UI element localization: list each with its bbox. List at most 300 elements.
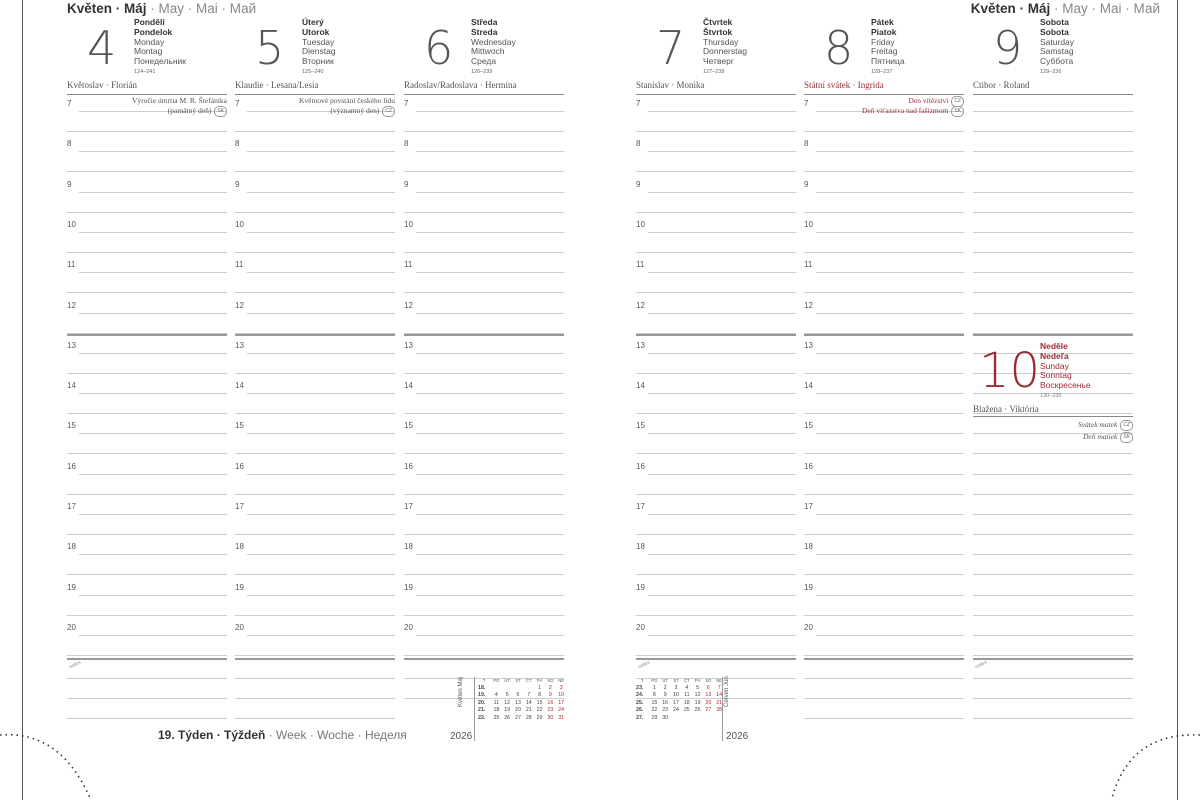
- half-hour-line[interactable]: [67, 615, 227, 616]
- day-name-sk: Utorok: [302, 26, 330, 37]
- half-hour-line[interactable]: [636, 131, 796, 132]
- half-hour-line[interactable]: [636, 413, 796, 414]
- hour-line[interactable]: [416, 192, 564, 193]
- hour-label: 13: [404, 340, 413, 350]
- half-hour-line[interactable]: [636, 655, 796, 656]
- half-hour-line[interactable]: [67, 655, 227, 656]
- hour-line[interactable]: [247, 433, 395, 434]
- hour-line[interactable]: [79, 635, 227, 636]
- hour-label: 12: [804, 300, 813, 310]
- hour-label: 15: [235, 421, 244, 431]
- hour-line[interactable]: [648, 433, 796, 434]
- calendar-date: 28: [525, 714, 532, 721]
- day-number: 6: [424, 21, 454, 75]
- half-hour-line[interactable]: [404, 534, 564, 535]
- calendar-date: 14: [525, 699, 532, 706]
- hour-label: 11: [235, 260, 244, 270]
- hour-line[interactable]: [648, 353, 796, 354]
- half-hour-line[interactable]: [804, 574, 964, 575]
- half-hour-line[interactable]: [404, 131, 564, 132]
- calendar-date: 18: [683, 699, 690, 706]
- notes-line[interactable]: [67, 698, 227, 699]
- hour-line[interactable]: [247, 595, 395, 596]
- half-hour-line[interactable]: [804, 373, 964, 374]
- hour-label: 8: [404, 139, 409, 149]
- half-hour-line[interactable]: [804, 252, 964, 253]
- hour-line[interactable]: [816, 595, 964, 596]
- hour-label: 15: [67, 421, 76, 431]
- hour-line[interactable]: [416, 272, 564, 273]
- calendar-date: [703, 714, 714, 722]
- hour-line[interactable]: [416, 353, 564, 354]
- half-hour-line[interactable]: [804, 453, 964, 454]
- half-hour-line[interactable]: [804, 494, 964, 495]
- hour-line[interactable]: [973, 595, 1133, 596]
- day-of-year: 129–236: [1040, 68, 1062, 75]
- half-hour-line[interactable]: [636, 212, 796, 213]
- hour-label: 10: [67, 219, 76, 229]
- day-name-sk: Nedeľa: [1040, 350, 1069, 361]
- day-column: [970, 0, 1133, 800]
- hour-line[interactable]: [816, 272, 964, 273]
- hour-line[interactable]: [247, 272, 395, 273]
- hour-line[interactable]: [973, 554, 1133, 555]
- day-name-en: Thursday: [703, 36, 739, 47]
- half-hour-line[interactable]: [404, 252, 564, 253]
- day-name-ru: Суббота: [1040, 56, 1074, 67]
- hour-line[interactable]: [648, 393, 796, 394]
- hour-label: 14: [636, 381, 645, 391]
- binding-hole-left: [0, 730, 120, 800]
- day-column: [235, 0, 395, 800]
- hour-line[interactable]: [79, 272, 227, 273]
- hour-label: 16: [804, 461, 813, 471]
- hour-label: 19: [404, 582, 413, 592]
- hour-label: 18: [804, 542, 813, 552]
- calendar-date: 4: [494, 692, 498, 699]
- day-name-de: Dienstag: [302, 46, 336, 57]
- half-hour-line[interactable]: [973, 212, 1133, 213]
- notes-separator: [804, 658, 964, 660]
- notes-line[interactable]: [235, 698, 395, 699]
- half-hour-line[interactable]: [67, 413, 227, 414]
- midday-separator: [404, 334, 564, 336]
- half-hour-line[interactable]: [404, 413, 564, 414]
- calendar-date: 25: [683, 707, 690, 714]
- hour-line[interactable]: [247, 192, 395, 193]
- hour-line[interactable]: [816, 353, 964, 354]
- hour-line[interactable]: [79, 393, 227, 394]
- half-hour-line[interactable]: [973, 494, 1133, 495]
- calendar-date: 1: [652, 684, 656, 691]
- hour-label: 13: [67, 340, 76, 350]
- half-hour-line[interactable]: [804, 413, 964, 414]
- half-hour-line[interactable]: [973, 655, 1133, 656]
- hour-label: 11: [636, 260, 645, 270]
- calendar-date: 29: [651, 714, 658, 721]
- half-hour-line[interactable]: [235, 534, 395, 535]
- hour-label: 20: [235, 622, 244, 632]
- half-hour-line[interactable]: [636, 292, 796, 293]
- half-hour-line[interactable]: [235, 373, 395, 374]
- half-hour-line[interactable]: [67, 373, 227, 374]
- half-hour-line[interactable]: [404, 292, 564, 293]
- calendar-date: 5: [505, 692, 509, 699]
- calendar-date: [523, 684, 534, 692]
- calendar-date: [692, 714, 703, 722]
- half-hour-line[interactable]: [404, 574, 564, 575]
- day-of-year: 124–241: [134, 68, 156, 75]
- half-hour-line[interactable]: [67, 494, 227, 495]
- half-hour-line[interactable]: [636, 494, 796, 495]
- sunday-note-text: Svátek matek: [1077, 420, 1118, 430]
- notes-line[interactable]: [804, 718, 964, 719]
- sunday-nameday: Blažena · Viktória: [973, 404, 1039, 414]
- day-number: 5: [255, 21, 285, 75]
- hour-line[interactable]: [973, 151, 1133, 152]
- hour-label: 9: [404, 179, 409, 189]
- half-hour-line[interactable]: [235, 453, 395, 454]
- calendar-date: 7: [717, 684, 721, 691]
- hour-line[interactable]: [247, 393, 395, 394]
- hour-label: 7: [636, 99, 641, 108]
- hour-line[interactable]: [79, 554, 227, 555]
- hour-line[interactable]: [79, 433, 227, 434]
- hour-line[interactable]: [79, 595, 227, 596]
- hour-line[interactable]: [816, 474, 964, 475]
- half-hour-line[interactable]: [404, 373, 564, 374]
- hour-label: 13: [636, 340, 645, 350]
- half-hour-line[interactable]: [636, 171, 796, 172]
- half-hour-line[interactable]: [67, 212, 227, 213]
- day-name-ru: Пятница: [871, 56, 905, 67]
- mini-calendar-week-row: [478, 714, 567, 722]
- right-page-edge: [1177, 0, 1178, 800]
- holiday-note: [299, 96, 395, 105]
- hour-line[interactable]: [973, 272, 1133, 273]
- half-hour-line[interactable]: [404, 212, 564, 213]
- calendar-date: 2: [663, 684, 667, 691]
- notes-line[interactable]: [804, 678, 964, 679]
- half-hour-line[interactable]: [804, 615, 964, 616]
- calendar-date: 14: [716, 692, 723, 699]
- weekday-header: PO: [493, 678, 500, 683]
- weekday-header: NE: [716, 678, 723, 683]
- half-hour-line[interactable]: [235, 494, 395, 495]
- hour-line[interactable]: [247, 474, 395, 475]
- half-hour-line[interactable]: [404, 655, 564, 656]
- week-number: 24.: [636, 692, 644, 699]
- day-names: [871, 18, 905, 78]
- hour-label: 18: [404, 542, 413, 552]
- hour-label: 8: [67, 139, 72, 149]
- half-hour-line[interactable]: [804, 534, 964, 535]
- hour-line[interactable]: [973, 111, 1133, 112]
- half-hour-line[interactable]: [404, 615, 564, 616]
- hour-label: 19: [636, 582, 645, 592]
- notes-line[interactable]: [973, 718, 1133, 719]
- day-names: [471, 18, 516, 78]
- half-hour-line[interactable]: [235, 615, 395, 616]
- hour-line[interactable]: [816, 635, 964, 636]
- hour-line[interactable]: [247, 313, 395, 314]
- month-light: · May · Mai · Май: [146, 1, 257, 16]
- hour-line[interactable]: [416, 514, 564, 515]
- calendar-date: 17: [673, 699, 679, 706]
- calendar-date: 2: [548, 684, 552, 691]
- hour-line[interactable]: [648, 514, 796, 515]
- month-light: · May · Mai · Май: [1050, 1, 1160, 16]
- half-hour-line[interactable]: [804, 655, 964, 656]
- hour-line[interactable]: [416, 232, 564, 233]
- mini-calendar-week-row: [636, 707, 725, 715]
- hour-line[interactable]: [416, 393, 564, 394]
- half-hour-line[interactable]: [973, 615, 1133, 616]
- day-name-cz: Pondělí: [134, 17, 165, 27]
- week-number: 23.: [636, 684, 644, 691]
- half-hour-line[interactable]: [636, 252, 796, 253]
- hour-label: 17: [636, 502, 645, 511]
- hour-line[interactable]: [648, 313, 796, 314]
- hour-line[interactable]: [247, 554, 395, 555]
- holiday-note-text: Deň víťazstva nad fašizmom: [862, 106, 949, 116]
- notes-separator: [235, 658, 395, 660]
- hour-line[interactable]: [648, 474, 796, 475]
- hour-line[interactable]: [247, 353, 395, 354]
- sunday-top-separator: [973, 334, 1133, 336]
- hour-label: 11: [804, 260, 813, 270]
- notes-line[interactable]: [67, 718, 227, 719]
- half-hour-line[interactable]: [235, 655, 395, 656]
- hour-line[interactable]: [79, 151, 227, 152]
- hour-line[interactable]: [816, 313, 964, 314]
- notes-mark: notes: [637, 659, 651, 671]
- hour-line[interactable]: [648, 595, 796, 596]
- hour-line[interactable]: [416, 595, 564, 596]
- half-hour-line[interactable]: [235, 171, 395, 172]
- hour-label: 17: [804, 502, 813, 511]
- hour-line[interactable]: [973, 232, 1133, 233]
- nameday-label: Státní svátek · Ingrida: [804, 80, 884, 90]
- day-name-ru: Вторник: [302, 56, 334, 67]
- calendar-date: 6: [516, 692, 520, 699]
- hour-line[interactable]: [79, 353, 227, 354]
- hour-line[interactable]: [973, 474, 1133, 475]
- hour-line[interactable]: [79, 514, 227, 515]
- half-hour-line[interactable]: [404, 494, 564, 495]
- day-name-sk: Piatok: [871, 26, 897, 37]
- half-hour-line[interactable]: [67, 131, 227, 132]
- hour-label: 10: [404, 219, 413, 229]
- half-hour-line[interactable]: [636, 373, 796, 374]
- hour-line[interactable]: [816, 514, 964, 515]
- hour-line[interactable]: [416, 151, 564, 152]
- hour-label: 16: [404, 461, 413, 471]
- hour-line[interactable]: [816, 554, 964, 555]
- hour-line[interactable]: [648, 151, 796, 152]
- calendar-date: 12: [504, 699, 511, 706]
- hour-line[interactable]: [816, 433, 964, 434]
- hour-line[interactable]: [648, 635, 796, 636]
- country-flag-badge: SK: [1120, 432, 1133, 443]
- half-hour-line[interactable]: [67, 534, 227, 535]
- half-hour-line[interactable]: [235, 413, 395, 414]
- hour-line[interactable]: [79, 232, 227, 233]
- half-hour-line[interactable]: [235, 574, 395, 575]
- hour-line[interactable]: [816, 151, 964, 152]
- midday-separator: [804, 334, 964, 336]
- day-number: 9: [993, 21, 1023, 75]
- half-hour-line[interactable]: [804, 292, 964, 293]
- header-divider: [973, 94, 1133, 95]
- holiday-note-text: Výročie úmrtia M. R. Štefánika: [132, 96, 227, 105]
- calendar-date: 27: [705, 707, 712, 714]
- half-hour-line[interactable]: [973, 534, 1133, 535]
- hour-line[interactable]: [973, 635, 1133, 636]
- half-hour-line[interactable]: [636, 615, 796, 616]
- week-number: 25.: [636, 699, 644, 706]
- half-hour-line[interactable]: [404, 171, 564, 172]
- hour-line[interactable]: [247, 232, 395, 233]
- hour-label: 12: [636, 300, 645, 310]
- half-hour-line[interactable]: [973, 171, 1133, 172]
- hour-line[interactable]: [416, 433, 564, 434]
- half-hour-line[interactable]: [804, 171, 964, 172]
- half-hour-line[interactable]: [804, 212, 964, 213]
- hour-line[interactable]: [79, 313, 227, 314]
- week-footer: [158, 728, 407, 742]
- hour-line[interactable]: [247, 635, 395, 636]
- calendar-date: 19: [694, 699, 701, 706]
- hour-line[interactable]: [973, 192, 1133, 193]
- hour-line[interactable]: [648, 111, 796, 112]
- mini-calendar-week-row: [478, 692, 567, 700]
- hour-label: 14: [67, 381, 76, 391]
- hour-label: 10: [804, 219, 813, 229]
- half-hour-line[interactable]: [973, 252, 1133, 253]
- day-name-sk: Sobota: [1040, 26, 1069, 37]
- hour-line[interactable]: [416, 474, 564, 475]
- half-hour-line[interactable]: [636, 534, 796, 535]
- hour-label: 8: [235, 139, 240, 149]
- half-hour-line[interactable]: [973, 131, 1133, 132]
- notes-mark: notes: [68, 659, 82, 671]
- hour-line[interactable]: [247, 151, 395, 152]
- calendar-date: [671, 714, 682, 722]
- binding-hole-right: [1100, 730, 1200, 800]
- calendar-date: 19: [504, 707, 511, 714]
- left-page-edge: [22, 0, 23, 800]
- notes-line[interactable]: [67, 678, 227, 679]
- hour-line[interactable]: [816, 232, 964, 233]
- half-hour-line[interactable]: [973, 292, 1133, 293]
- weekday-header: ÚT: [662, 678, 668, 683]
- half-hour-line[interactable]: [636, 453, 796, 454]
- mini-calendar-week-row: [478, 707, 567, 715]
- calendar-date: 27: [515, 714, 521, 721]
- hour-label: 17: [404, 502, 413, 511]
- mini-calendar-table: [478, 677, 567, 722]
- hour-line[interactable]: [973, 313, 1133, 314]
- half-hour-line[interactable]: [235, 252, 395, 253]
- day-name-en: Tuesday: [302, 36, 335, 47]
- notes-line[interactable]: [973, 698, 1133, 699]
- calendar-date: 3: [559, 684, 563, 691]
- hour-line[interactable]: [416, 111, 564, 112]
- hour-line[interactable]: [79, 192, 227, 193]
- hour-label: 15: [636, 421, 645, 431]
- calendar-date: 23: [547, 707, 554, 714]
- notes-line[interactable]: [804, 698, 964, 699]
- hour-line[interactable]: [648, 192, 796, 193]
- notes-separator: [973, 658, 1133, 660]
- notes-line[interactable]: [235, 678, 395, 679]
- hour-label: 12: [235, 300, 244, 310]
- hour-line[interactable]: [648, 272, 796, 273]
- half-hour-line[interactable]: [67, 574, 227, 575]
- day-of-year: 128–237: [871, 68, 893, 75]
- notes-line[interactable]: [973, 678, 1133, 679]
- nameday-label: Stanislav · Monika: [636, 80, 705, 90]
- hour-label: 10: [636, 219, 645, 229]
- mini-calendar-year-june: 2026: [726, 731, 749, 742]
- half-hour-line[interactable]: [235, 212, 395, 213]
- hour-label: 18: [636, 542, 645, 552]
- hour-line[interactable]: [416, 635, 564, 636]
- hour-line[interactable]: [973, 514, 1133, 515]
- hour-line[interactable]: [416, 554, 564, 555]
- week-bold: 19. Týden · Týždeň: [158, 728, 266, 742]
- half-hour-line[interactable]: [67, 292, 227, 293]
- calendar-date: 1: [538, 684, 542, 691]
- sunday-note: [1083, 432, 1133, 443]
- mini-calendar-week-row: [636, 684, 725, 692]
- half-hour-line[interactable]: [636, 574, 796, 575]
- hour-line[interactable]: [648, 232, 796, 233]
- calendar-date: 11: [493, 699, 500, 706]
- half-hour-line[interactable]: [804, 131, 964, 132]
- half-hour-line[interactable]: [235, 131, 395, 132]
- calendar-date: 8: [652, 692, 656, 699]
- half-hour-line[interactable]: [67, 171, 227, 172]
- hour-line[interactable]: [416, 313, 564, 314]
- half-hour-line[interactable]: [235, 292, 395, 293]
- hour-line[interactable]: [648, 554, 796, 555]
- hour-label: 13: [804, 340, 813, 350]
- calendar-date: 22: [651, 707, 658, 714]
- hour-line[interactable]: [816, 393, 964, 394]
- hour-line[interactable]: [247, 514, 395, 515]
- day-number: 7: [656, 21, 686, 75]
- day-name-ru: Понедельник: [134, 56, 187, 67]
- calendar-date: 6: [706, 684, 710, 691]
- half-hour-line[interactable]: [973, 574, 1133, 575]
- hour-label: 17: [235, 502, 244, 511]
- mini-calendar-table: [636, 677, 725, 722]
- day-column: [804, 0, 964, 800]
- day-column: [67, 0, 227, 800]
- notes-line[interactable]: [235, 718, 395, 719]
- holiday-note: [330, 106, 395, 117]
- hour-label: 7: [804, 99, 809, 108]
- hour-line[interactable]: [79, 474, 227, 475]
- half-hour-line[interactable]: [67, 252, 227, 253]
- half-hour-line[interactable]: [67, 453, 227, 454]
- half-hour-line[interactable]: [404, 453, 564, 454]
- mini-calendar-month-label: Červen Jún: [724, 676, 730, 707]
- hour-line[interactable]: [816, 192, 964, 193]
- half-hour-line[interactable]: [973, 453, 1133, 454]
